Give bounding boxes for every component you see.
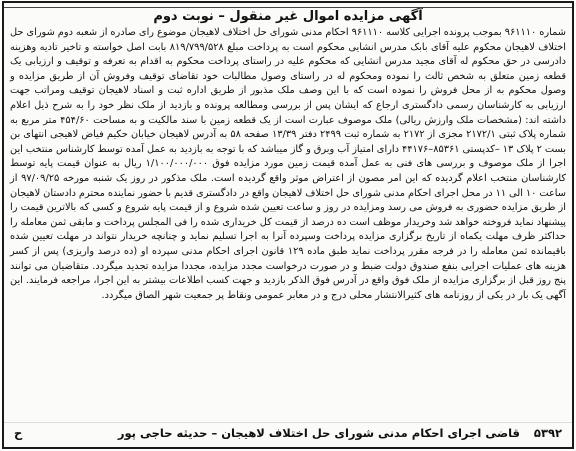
- notice-title: آگهی مزایده اموال غیر منقول – نوبت دوم: [153, 9, 423, 24]
- footer-code: ۵۳۹۲: [533, 426, 562, 440]
- notice-body: شماره ۹۶۱۱۱۰ بموجب پرونده اجرایی کلاسه ۹۶۱۱۱۰ احکام مدنی شورای حل اختلاف لاهیجان موضوع رای صادره از شعبه دوم شورای حل اختلاف لاهیجان محکوم علیه آقای بابک مدرس انشایی محکوم است به پرداخت مبلغ ۸۱۹/۷۹۹/۵۲۸ بابت اصل خواسته و تاخیر تادیه وهزینه دادرسی در حق محکوم له آقای مجید مدرس انشایی که محکوم علیه در راستای پرداخت محکوم به اقدام به تعرفه و توقیف و ارزیابی یک قطعه زمین متعلق به شخص ثالث را نموده ومحکوم له در راستای وصول مطالبات خود تقاضای توقیف وفروش آن از طریق مزایده و وصول محکوم به از محل فروش را نموده است که با این وصف ملک مذبور از طریق اداره ثبت و اسناد لاهیجان توقیف ومراتب جهت ارزیابی به کارشناسان رسمی دادگستری ارجاع که ایشان پس از بررسی ومطالعه پرونده و بازدید از ملک نظر خود را به شرح ذیل اعلام داشته اند: (مشخصات ملک وارزش ریالی) ملک موصوف عبارت است از یک قطعه زمین با سند مالکیت و به مساحت ۴۵۴/۶۰ متر مربع به شماره پلاک ثبتی ۲۱۷۲/۱ مجزی از ۲۱۷۲ به شماره ثبت ۲۴۹۹ دفتر ۱۳/۳۹ صفحه ۵۸ به آدرس لاهیجان خیابان حکیم فیاض لاهیجی انتهای بن بست ۲ پلاک ۱۳ –کدپستی ۸۵۳۶۱–۴۴۱۷۶ دارای امتیاز آب وبرق و گاز میباشد که با توجه به بازدید به عمل آمده توسط کارشناس منتخب این اجرا از ملک موصوف و بررسی های فنی به عمل آمده قیمت زمین مورد مزایده فوق ۱/۱۰۰/۰۰۰/۰۰۰ ریال به عنوان قیمت پایه توسط کارشناسان منتخب اعلام گردیده که این امر مصون از اعتراض موثر واقع گردیده است. ملک مذکور در روز یک شنبه مورخه ۹۷/۰۹/۲۵ از ساعت ۱۰ الی ۱۱ در محل اجرای احکام مدنی شورای حل اختلاف لاهیجان واقع در دادگستری قدیم با حضور نماینده محترم دادستان لاهیجان از طریق مزایده حضوری به فروش می رسد ومزایده در روز و ساعت تعیین شده شروع و از قیمت پایه شروع و کسی که بالاترین قیمت را پیشنهاد نماید فروخته خواهد شد وخریدار موظف است ده درصد از قیمت کل خریداری شده را فی المجلس پرداخت و مابقی ثمن معامله را حداکثر ظرف مهلت یکماه از تاریخ برگزاری مزایده پرداخت وسپرده آنرا به اجرا تسلیم نماید و چنانچه خریدار نتواند در مهلت تعیین شده باقیمانده ثمن معامله را در فرجه مقرر پرداخت نماید طبق ماده ۱۲۹ قانون اجرای احکام مدنی سپرده او (ده درصد واریزی) پس از کسر هزینه های عملیات اجرایی بنفع صندوق دولت ضبط و در صورت درخواست مجدد مزایده، مجددا مزایده تجدید میگردد. متقاضیان می توانند پنج روز قبل از برگزاری مزایده از ملک فوق واقع در آدرس فوق الذکر بازدید و جهت کسب اطلاعات بیشتر به این اجرا، مراجعه فرمایند. این آگهی یک بار در یکی از روزنامه های کثیرالانتشار محلی درج و در معابر عمومی ونقاط پر جمعیت شهر الصاق میگردد.: [10, 27, 567, 301]
- footer-left-mark: ح: [14, 426, 23, 440]
- auction-notice: [2, 1, 574, 449]
- footer-signature: قاضی اجرای احکام مدنی شورای حل اختلاف لاهیجان – حدیثه حاجی پور: [117, 426, 520, 440]
- top-border-strip: [4, 3, 572, 8]
- notice-footer: [4, 422, 572, 443]
